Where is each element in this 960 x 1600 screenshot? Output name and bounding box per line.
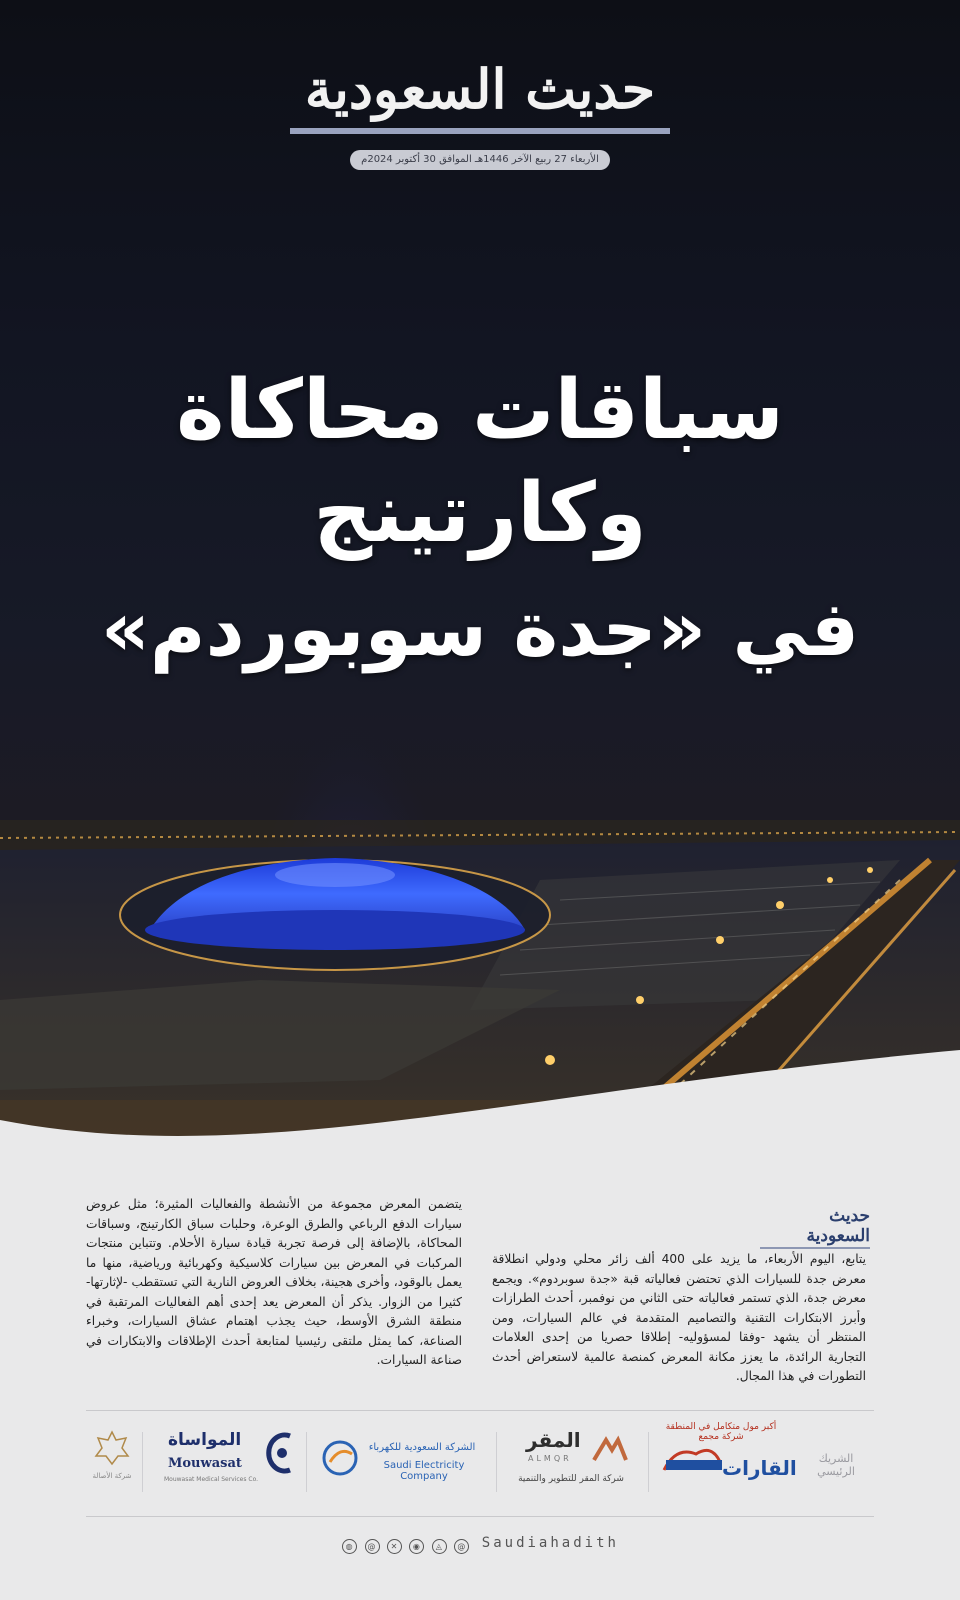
article-brand-rule [760,1247,870,1249]
issue-date: الأربعاء 27 ربيع الآخر 1446هـ الموافق 30 أكتوبر 2024م [350,150,610,170]
sponsor-separator [306,1432,307,1492]
article-column-left: يتضمن المعرض مجموعة من الأنشطة والفعاليات المثيرة؛ مثل عروض سيارات الدفع الرباعي والطرق الوعرة، وحلبات سباق الكارتينج، وسباقات المحاكاة، بالإضافة إلى فرصة تجربة قيادة سيارة الأحلام. وتتباين منتجات المركبات في المعرض بين سيارات كلاسيكية وكهربائية ورياضية، منها ما يعمل بالوقود، وأخرى هجينة، بخلاف العروض النارية التي تستقطب -لإثارتها- كثيرا من الزوار. يذكر أن المعرض يعد إحدى أهم الفعاليات المرتقبة في منطقة الشرق الأوسط، حيث يجذب اهتمام عشاق السيارات، وخبراء الصناعة، كما يمثل ملتقى رئيسيا لمتابعة أحدث الإطلاقات والابتكارات في صناعة السيارات. [86,1197,462,1367]
alqarat-sub: شركة مجمع [698,1432,744,1442]
threads-icon[interactable]: @ [454,1539,469,1554]
headline [40,360,920,676]
mouwasat-sub: Mouwasat Medical Services Co. [164,1476,259,1483]
sec-logo-icon [320,1438,360,1478]
masthead [290,58,670,170]
article-brand-logo: حديث السعودية [806,1206,870,1246]
social-bar [0,1535,960,1554]
sponsor-separator [648,1432,649,1492]
mouwasat-name-en: Mouwasat [168,1456,242,1471]
alqarat-tagline: أكبر مول متكامل في المنطقة [665,1422,777,1432]
article-brand [760,1206,870,1249]
almaqar-name: المقر [526,1428,581,1452]
sponsor-culture [86,1412,138,1512]
sponsor-almaqar [506,1412,636,1512]
headline-line-1: سباقات محاكاة وكارتينج [176,363,784,561]
masthead-logo: حديث السعودية [304,57,656,121]
at-icon[interactable]: @ [365,1539,380,1554]
sponsor-separator [142,1432,143,1492]
sponsor-top-rule [86,1410,874,1411]
almaqar-logo-icon [590,1430,630,1470]
sponsor-bottom-rule [86,1516,874,1517]
sponsor-sec [316,1412,486,1512]
sponsor-mouwasat [152,1412,302,1512]
culture-name: شركة الأصالة [92,1472,132,1480]
main-partner-label: الشريك الرئيسي [817,1452,855,1478]
x-icon[interactable]: ✕ [387,1539,402,1554]
sec-name-ar: الشركة السعودية للكهرباء [368,1442,476,1453]
almaqar-latin: ALMQR [528,1454,572,1463]
almaqar-desc: شركة المقر للتطوير والتنمية [518,1474,624,1484]
sponsor-alqarat [656,1412,797,1512]
snapchat-icon[interactable]: ◬ [432,1539,447,1554]
sponsor-strip [86,1412,874,1512]
article-column-right: يتابع، اليوم الأربعاء، ما يزيد على 400 ألف زائر محلي ودولي انطلاقة معرض جدة للسيارات الذي تحتضن فعالياته قبة «جدة سوبردوم». ويجمع معرض جدة، الذي تستمر فعالياته حتى الثاني من نوفمبر، أحدث الطرازات وأبرز الابتكارات التقنية والتصاميم المتقدمة في عالم السيارات، ومن المنتظر أن يشهد -وفقا لمسؤوليه- إطلاقا حصريا من إحدى العلامات التجارية الرائدة، ما يعزز مكانة المعرض كمنصة عالمية لاستعراض أحدث التطورات في هذا المجال. [492,1252,866,1383]
headline-line-2: في «جدة سوبوردم» [100,584,860,673]
mouwasat-logo-icon [264,1432,300,1474]
camera-icon[interactable]: ◉ [409,1539,424,1554]
social-handle[interactable]: Saudiahadith [481,1535,619,1551]
culture-emblem-icon [94,1430,130,1466]
sec-name-en: Saudi Electricity Company [383,1460,465,1482]
masthead-rule [290,128,670,134]
globe-icon[interactable]: ◍ [342,1539,357,1554]
sponsor-separator [496,1432,497,1492]
alqarat-name: القارات [722,1456,797,1480]
mouwasat-name-ar: المواساة [168,1430,242,1450]
